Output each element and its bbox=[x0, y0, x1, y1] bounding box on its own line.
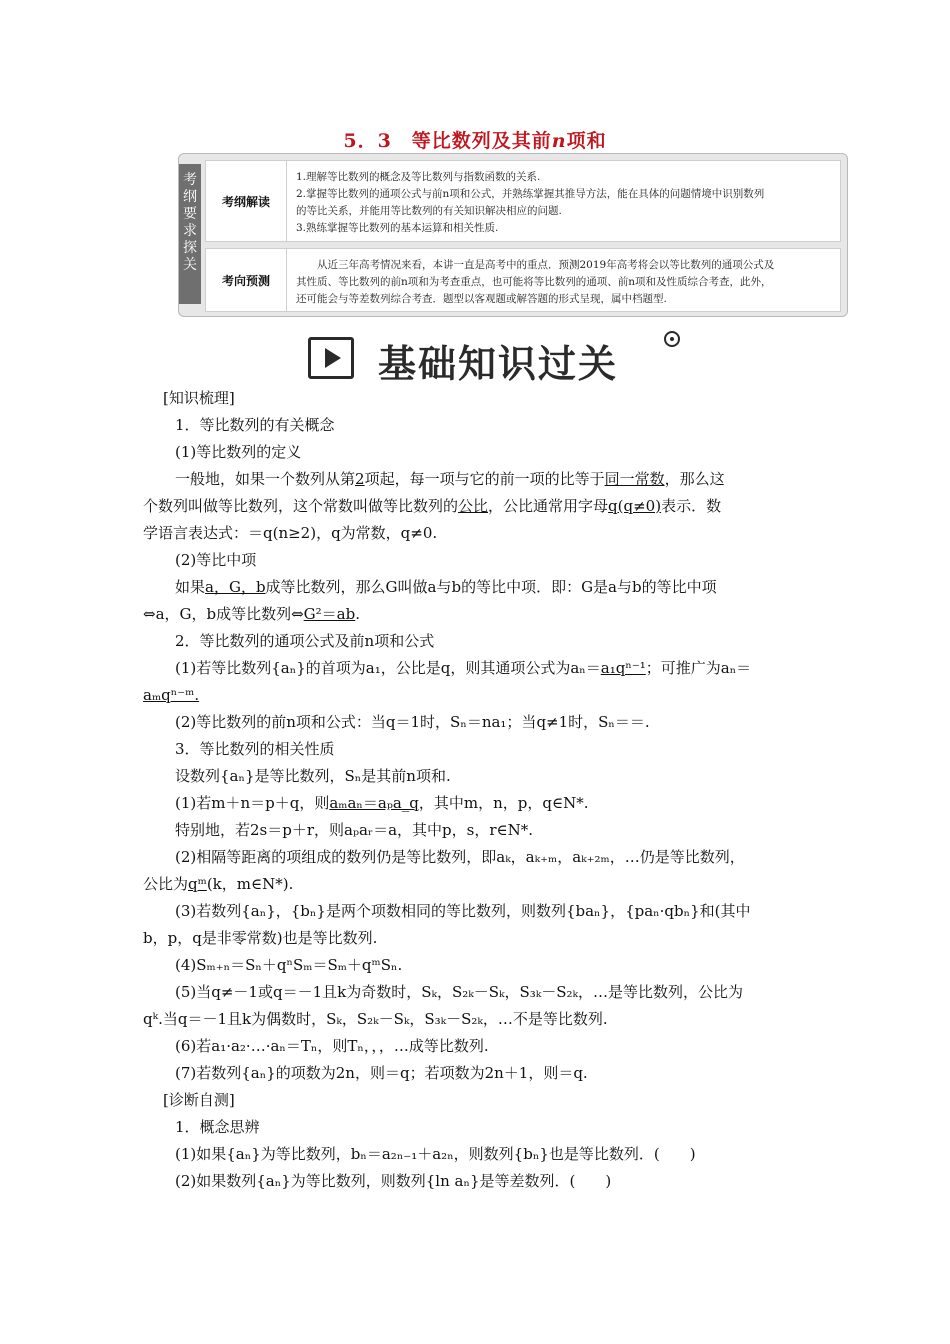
subheading: (1)等比数列的定义 bbox=[175, 443, 302, 461]
subheading: (2)等比中项 bbox=[175, 551, 257, 569]
section-heading: [知识梳理] bbox=[163, 389, 235, 407]
row-text: 2.掌握等比数列的通项公式与前n项和公式，并熟练掌握其推导方法，能在具体的问题情境中识别数列 bbox=[296, 188, 765, 200]
syllabus-row-forecast bbox=[205, 248, 841, 312]
row-text: 从近三年高考情况来看，本讲一直是高考中的重点．预测2019年高考将会以等比数列的通项公式及 bbox=[296, 259, 775, 271]
row-text: 1.理解等比数列的概念及等比数列与指数函数的关系. bbox=[296, 171, 541, 183]
target-icon bbox=[664, 331, 680, 347]
paragraph-line: (2)相隔等距离的项组成的数列仍是等比数列，即aₖ，aₖ₊ₘ，aₖ₊₂ₘ，…仍是等比数列， bbox=[175, 848, 745, 866]
paragraph-line: 一般地，如果一个数列从第2项起，每一项与它的前一项的比等于同一常数，那么这 bbox=[175, 470, 725, 488]
paragraph-line: 特别地，若2s＝p＋r，则aₚaᵣ＝a，其中p，s，r∈N*. bbox=[175, 821, 534, 839]
paragraph-line: (5)当q≠－1或q＝－1且k为奇数时，Sₖ，S₂ₖ－Sₖ，S₃ₖ－S₂ₖ，…是等比数列，公比为 bbox=[175, 983, 743, 1001]
page-title: 5．3 等比数列及其前n项和 bbox=[343, 130, 607, 152]
paragraph-line: 如果a，G，b成等比数列，那么G叫做a与b的等比中项．即：G是a与b的等比中项 bbox=[175, 578, 717, 596]
heading: 1．等比数列的有关概念 bbox=[175, 416, 335, 434]
heading: 1．概念思辨 bbox=[175, 1118, 260, 1136]
paragraph-line: 设数列{aₙ}是等比数列，Sₙ是其前n项和. bbox=[175, 767, 451, 785]
paragraph-line: (6)若a₁·a₂·…·aₙ＝Tₙ，则Tₙ，，，…成等比数列. bbox=[175, 1037, 489, 1055]
syllabus-box bbox=[178, 153, 848, 317]
question-line: (2)如果数列{aₙ}为等比数列，则数列{ln aₙ}是等差数列．( ) bbox=[175, 1172, 612, 1190]
paragraph-line: aₘqⁿ⁻ᵐ. bbox=[143, 686, 200, 704]
banner-title: 基础知识过关 bbox=[378, 342, 619, 386]
paragraph-line: (2)等比数列的前n项和公式：当q＝1时，Sₙ＝na₁；当q≠1时，Sₙ＝＝. bbox=[175, 713, 650, 731]
row-text: 3.熟练掌握等比数列的基本运算和相关性质. bbox=[296, 222, 499, 234]
paragraph-line: (3)若数列{aₙ}，{bₙ}是两个项数相同的等比数列，则数列{baₙ}，{paₙ·qbₙ}和(其中 bbox=[175, 902, 751, 920]
paragraph-line: 个数列叫做等比数列，这个常数叫做等比数列的公比，公比通常用字母q(q≠0)表示．数 bbox=[143, 497, 722, 515]
document-body bbox=[143, 385, 813, 1195]
paragraph-line: (1)若m＋n＝p＋q，则aₘaₙ＝aₚa_q，其中m，n，p，q∈N*. bbox=[175, 794, 589, 812]
paragraph-line: (7)若数列{aₙ}的项数为2n，则＝q；若项数为2n＋1，则＝q. bbox=[175, 1064, 588, 1082]
syllabus-row-interpretation bbox=[205, 160, 841, 242]
paragraph-line: (4)Sₘ₊ₙ＝Sₙ＋qⁿSₘ＝Sₘ＋qᵐSₙ. bbox=[175, 956, 403, 974]
syllabus-vertical-label: 考 纲 要 求 探 关 bbox=[179, 164, 201, 304]
row-text: 其性质、等比数列的前n项和为考查重点，也可能将等比数列的通项、前n项和及性质综合考查，此外， bbox=[296, 276, 772, 288]
heading: 3．等比数列的相关性质 bbox=[175, 740, 335, 758]
section-heading: [诊断自测] bbox=[163, 1091, 235, 1109]
paragraph-line: ⇔a，G，b成等比数列⇔G²＝ab. bbox=[143, 605, 360, 623]
paragraph-line: (1)若等比数列{aₙ}的首项为a₁，公比是q，则其通项公式为aₙ＝a₁qⁿ⁻¹；可推广为aₙ＝ bbox=[175, 659, 752, 677]
row-label: 考纲解读 bbox=[206, 161, 287, 241]
paragraph-line: qᵏ.当q＝－1且k为偶数时，Sₖ，S₂ₖ－Sₖ，S₃ₖ－S₂ₖ，…不是等比数列. bbox=[143, 1010, 608, 1028]
play-icon bbox=[308, 337, 354, 379]
row-text: 的等比关系，并能用等比数列的有关知识解决相应的问题. bbox=[296, 205, 562, 217]
row-label: 考向预测 bbox=[206, 249, 287, 311]
paragraph-line: 公比为qᵐ(k，m∈N*). bbox=[143, 875, 294, 893]
heading: 2．等比数列的通项公式及前n项和公式 bbox=[175, 632, 435, 650]
paragraph-line: b，p，q是非零常数)也是等比数列. bbox=[143, 929, 378, 947]
paragraph-line: 学语言表达式：＝q(n≥2)，q为常数，q≠0. bbox=[143, 524, 438, 542]
row-text: 还可能会与等差数列综合考查．题型以客观题或解答题的形式呈现，属中档题型. bbox=[296, 293, 667, 305]
question-line: (1)如果{aₙ}为等比数列，bₙ＝a₂ₙ₋₁＋a₂ₙ，则数列{bₙ}也是等比数列．( ) bbox=[175, 1145, 696, 1163]
section-banner bbox=[308, 331, 680, 386]
